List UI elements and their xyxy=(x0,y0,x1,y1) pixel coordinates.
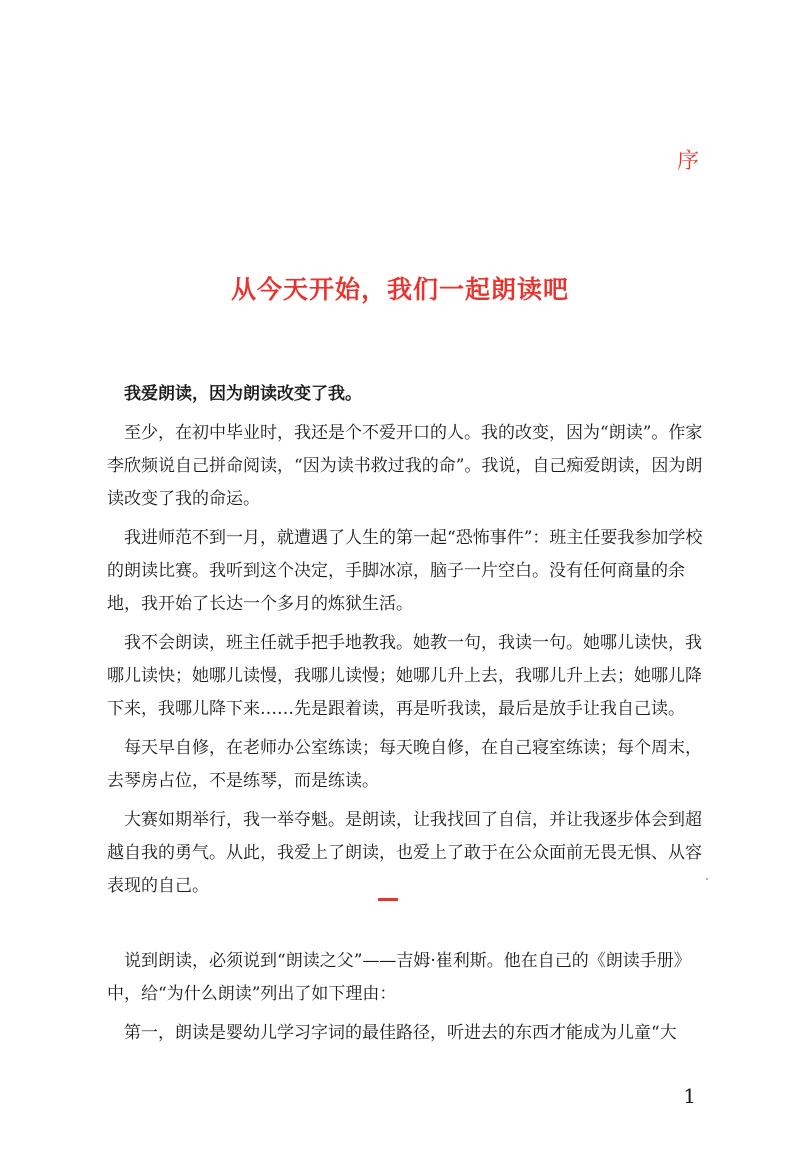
paragraph-7: 第一，朗读是婴幼儿学习字词的最佳路径，听进去的东西才能成为儿童“大 xyxy=(124,1023,677,1043)
stray-dot xyxy=(706,878,708,880)
lead-sentence: 我爱朗读，因为朗读改变了我。 xyxy=(124,384,362,404)
section-divider xyxy=(378,898,398,901)
paragraph-5: 大赛如期举行，我一举夺魁。是朗读，让我找回了自信，并让我逐步体会到超越自我的勇气。从此，我爱上了朗读，也爱上了敢于在公众面前无畏无惧、从容表现的自己。 xyxy=(107,810,702,896)
chapter-title: 从今天开始，我们一起朗读吧 xyxy=(230,275,569,304)
paragraph-2: 我进师范不到一月，就遭遇了人生的第一起“恐怖事件”：班主任要我参加学校的朗读比赛。我听到这个决定，手脚冰凉，脑子一片空白。没有任何商量的余地，我开始了长达一个多月的炼狱生活。 xyxy=(107,528,703,614)
paragraph-3: 我不会朗读，班主任就手把手地教我。她教一句，我读一句。她哪儿读快，我哪儿读快；她哪儿读慢，我哪儿读慢；她哪儿升上去，我哪儿升上去；她哪儿降下来，我哪儿降下来……先是跟着读，再是听我读，最后是放手让我自己读。 xyxy=(107,633,702,719)
section-label: 序 xyxy=(676,149,700,174)
body-text-part1 xyxy=(107,378,703,909)
body-text-part2 xyxy=(107,945,703,1056)
page-number: 1 xyxy=(683,1084,696,1108)
paragraph-1: 至少，在初中毕业时，我还是个不爱开口的人。我的改变，因为“朗读”。作家李欣频说自己拼命阅读，“因为读书救过我的命”。我说，自己痴爱朗读，因为朗读改变了我的命运。 xyxy=(107,423,703,509)
paragraph-6: 说到朗读，必须说到“朗读之父”——吉姆·崔利斯。他在自己的《朗读手册》中，给“为什么朗读”列出了如下理由： xyxy=(107,951,691,1004)
paragraph-4: 每天早自修，在老师办公室练读；每天晚自修，在自己寝室练读；每个周末，去琴房占位，不是练琴，而是练读。 xyxy=(107,738,702,791)
